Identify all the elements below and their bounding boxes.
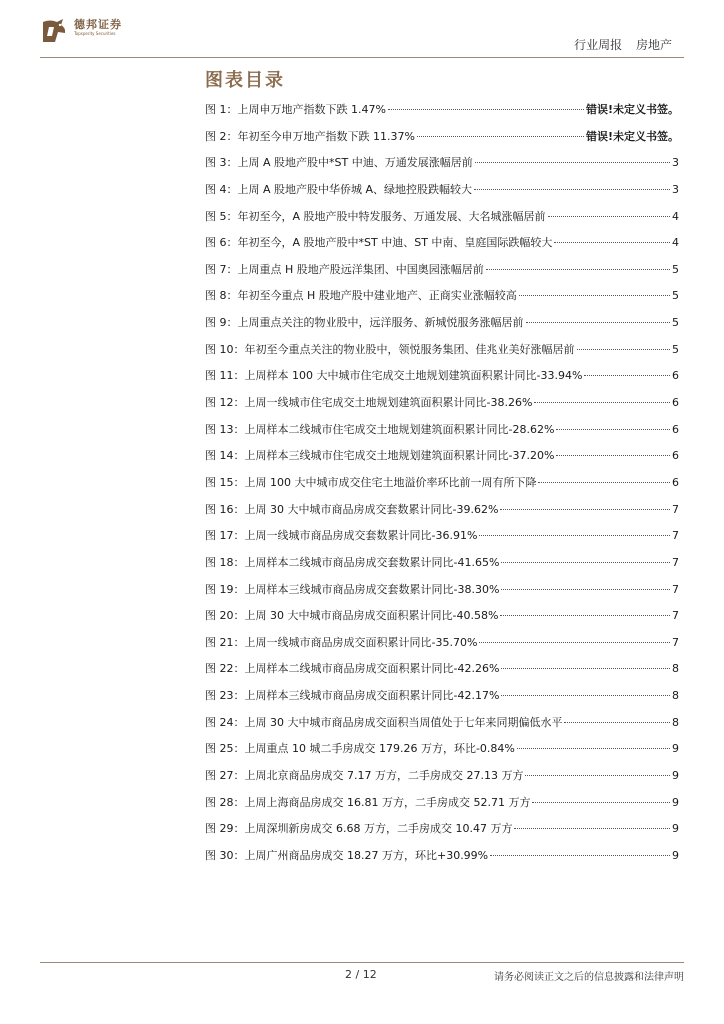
toc-entry-page: 7 xyxy=(672,635,679,649)
toc-entry-page: 4 xyxy=(672,236,679,250)
toc-entry-label: 图 21：上周一线城市商品房成交面积累计同比-35.70% xyxy=(205,635,478,649)
toc-leader-dots xyxy=(556,429,670,430)
toc-entry-page: 9 xyxy=(672,795,679,809)
toc-entry-page: 错误!未定义书签。 xyxy=(585,103,679,116)
toc-leader-dots xyxy=(500,509,670,510)
toc-leader-dots xyxy=(501,589,670,590)
toc-entry[interactable] xyxy=(205,636,679,663)
toc-entry[interactable] xyxy=(205,236,679,263)
toc-title: 图表目录 xyxy=(205,70,285,91)
toc-entry-page: 6 xyxy=(672,449,679,463)
toc-leader-dots xyxy=(525,775,670,776)
toc-leader-dots xyxy=(564,722,670,723)
toc-entry[interactable] xyxy=(205,343,679,370)
toc-entry-page: 9 xyxy=(672,822,679,836)
toc-leader-dots xyxy=(519,295,670,296)
toc-leader-dots xyxy=(479,535,670,536)
toc-entry[interactable] xyxy=(205,742,679,769)
toc-entry[interactable] xyxy=(205,716,679,743)
report-sector: 房地产 xyxy=(635,38,672,52)
toc-entry[interactable] xyxy=(205,609,679,636)
toc-entry-label: 图 27：上周北京商品房成交 7.17 万方，二手房成交 27.13 万方 xyxy=(205,769,524,783)
toc-entry-label: 图 30：上周广州商品房成交 18.27 万方，环比+30.99% xyxy=(205,848,489,862)
toc-entry-page: 9 xyxy=(672,769,679,783)
report-meta xyxy=(574,36,672,53)
toc-leader-dots xyxy=(526,322,671,323)
toc-entry[interactable] xyxy=(205,849,679,876)
toc-leader-dots xyxy=(538,482,670,483)
toc-entry-label: 图 13：上周样本二线城市住宅成交土地规划建筑面积累计同比-28.62% xyxy=(205,422,555,436)
toc-entry[interactable] xyxy=(205,396,679,423)
brand-logo-icon xyxy=(40,16,70,46)
toc-entry[interactable] xyxy=(205,822,679,849)
toc-leader-dots xyxy=(554,242,670,243)
toc-entry-page: 6 xyxy=(672,396,679,410)
toc-leader-dots xyxy=(500,615,670,616)
toc-leader-dots xyxy=(501,695,670,696)
footer-divider xyxy=(40,962,684,963)
toc-entry[interactable] xyxy=(205,689,679,716)
toc-entry-label: 图 4：上周 A 股地产股中华侨城 A、绿地控股跌幅较大 xyxy=(205,182,473,196)
toc-entry-page: 7 xyxy=(672,502,679,516)
toc-leader-dots xyxy=(534,402,670,403)
toc-entry[interactable] xyxy=(205,156,679,183)
toc-entry-label: 图 25：上周重点 10 城二手房成交 179.26 万方，环比-0.84% xyxy=(205,742,515,756)
toc-entry-label: 图 18：上周样本二线城市商品房成交套数累计同比-41.65% xyxy=(205,555,500,569)
toc-entry-label: 图 17：上周一线城市商品房成交套数累计同比-36.91% xyxy=(205,529,478,543)
toc-leader-dots xyxy=(532,802,670,803)
toc-entry-page: 8 xyxy=(672,662,679,676)
toc-entry-page: 6 xyxy=(672,422,679,436)
toc-entry[interactable] xyxy=(205,529,679,556)
page-number: 2 / 12 xyxy=(345,968,377,981)
toc-entry-label: 图 24：上周 30 大中城市商品房成交面积当周值处于七年来同期偏低水平 xyxy=(205,715,563,729)
toc-entry-page: 5 xyxy=(672,342,679,356)
toc-leader-dots xyxy=(584,375,670,376)
toc-leader-dots xyxy=(514,828,670,829)
toc-entry-page: 错误!未定义书签。 xyxy=(585,129,679,143)
toc-entry[interactable] xyxy=(205,183,679,210)
toc-entry-label: 图 28：上周上海商品房成交 16.81 万方，二手房成交 52.71 万方 xyxy=(205,795,531,809)
toc-entry-label: 图 7：上周重点 H 股地产股远洋集团、中国奥园涨幅居前 xyxy=(205,262,484,276)
toc-entry-label: 图 1：上周申万地产指数下跌 1.47% xyxy=(205,103,386,116)
toc-leader-dots xyxy=(517,748,670,749)
toc-entry[interactable] xyxy=(205,210,679,237)
toc-leader-dots xyxy=(474,189,670,190)
toc-entry-label: 图 9：上周重点关注的物业股中，远洋服务、新城悦服务涨幅居前 xyxy=(205,316,524,330)
toc-entry-label: 图 22：上周样本二线城市商品房成交面积累计同比-42.26% xyxy=(205,662,500,676)
toc-entry[interactable] xyxy=(205,476,679,503)
toc-leader-dots xyxy=(475,162,670,163)
toc-entry-page: 6 xyxy=(672,475,679,489)
toc-entry-label: 图 10：年初至今重点关注的物业股中，领悦服务集团、佳兆业美好涨幅居前 xyxy=(205,342,575,356)
toc-entry-page: 7 xyxy=(672,609,679,623)
toc-leader-dots xyxy=(556,455,670,456)
toc-entry-page: 5 xyxy=(672,262,679,276)
toc-entry-label: 图 2：年初至今申万地产指数下跌 11.37% xyxy=(205,129,415,143)
toc-entry-label: 图 5：年初至今，A 股地产股中特发服务、万通发展、大名城涨幅居前 xyxy=(205,209,546,223)
toc-entry-label: 图 8：年初至今重点 H 股地产股中建业地产、正商实业涨幅较高 xyxy=(205,289,517,303)
toc-entry-page: 8 xyxy=(672,715,679,729)
toc-entry[interactable] xyxy=(205,503,679,530)
toc-leader-dots xyxy=(388,109,584,110)
toc-entry-page: 4 xyxy=(672,209,679,223)
toc-entry[interactable] xyxy=(205,289,679,316)
toc-leader-dots xyxy=(501,562,670,563)
toc-entry[interactable] xyxy=(205,769,679,796)
toc-entry-page: 3 xyxy=(672,156,679,170)
toc-entry-label: 图 3：上周 A 股地产股中*ST 中迪、万通发展涨幅居前 xyxy=(205,156,473,170)
toc-entry[interactable] xyxy=(205,449,679,476)
toc-entry-label: 图 12：上周一线城市住宅成交土地规划建筑面积累计同比-38.26% xyxy=(205,396,533,410)
toc-leader-dots xyxy=(417,136,584,137)
toc-entry[interactable] xyxy=(205,796,679,823)
toc-entry-page: 8 xyxy=(672,689,679,703)
toc-entry-label: 图 16：上周 30 大中城市商品房成交套数累计同比-39.62% xyxy=(205,502,499,516)
toc-entry-label: 图 29：上周深圳新房成交 6.68 万方，二手房成交 10.47 万方 xyxy=(205,822,513,836)
toc-entry[interactable] xyxy=(205,263,679,290)
toc-entry[interactable] xyxy=(205,556,679,583)
toc-leader-dots xyxy=(548,216,670,217)
toc-list xyxy=(205,103,679,876)
toc-entry-page: 9 xyxy=(672,742,679,756)
toc-entry[interactable] xyxy=(205,103,679,130)
disclaimer: 请务必阅读正文之后的信息披露和法律声明 xyxy=(494,972,684,983)
toc-entry-page: 9 xyxy=(672,848,679,862)
toc-entry-page: 7 xyxy=(672,529,679,543)
toc-entry-label: 图 15：上周 100 大中城市成交住宅土地溢价率环比前一周有所下降 xyxy=(205,475,537,489)
brand-name-en: Topsperity Securities xyxy=(74,31,116,36)
toc-entry-label: 图 11：上周样本 100 大中城市住宅成交土地规划建筑面积累计同比-33.94% xyxy=(205,369,583,383)
toc-entry-page: 5 xyxy=(672,289,679,303)
toc-entry-label: 图 20：上周 30 大中城市商品房成交面积累计同比-40.58% xyxy=(205,609,499,623)
toc-entry[interactable] xyxy=(205,662,679,689)
toc-entry[interactable] xyxy=(205,316,679,343)
toc-entry-page: 3 xyxy=(672,182,679,196)
toc-entry-page: 5 xyxy=(672,316,679,330)
toc-entry-page: 7 xyxy=(672,555,679,569)
toc-entry-page: 7 xyxy=(672,582,679,596)
toc-entry[interactable] xyxy=(205,369,679,396)
toc-leader-dots xyxy=(486,269,670,270)
header-divider xyxy=(40,57,684,58)
toc-entry-label: 图 6：年初至今，A 股地产股中*ST 中迪、ST 中南、皇庭国际跌幅较大 xyxy=(205,236,553,250)
toc-leader-dots xyxy=(479,642,670,643)
toc-leader-dots xyxy=(490,855,670,856)
toc-entry-page: 6 xyxy=(672,369,679,383)
brand-name: 德邦证券 xyxy=(74,18,122,31)
report-type: 行业周报 xyxy=(574,38,623,52)
toc-entry-label: 图 19：上周样本三线城市商品房成交套数累计同比-38.30% xyxy=(205,582,500,596)
toc-entry-label: 图 23：上周样本三线城市商品房成交面积累计同比-42.17% xyxy=(205,689,500,703)
toc-leader-dots xyxy=(577,349,671,350)
toc-entry[interactable] xyxy=(205,130,679,157)
toc-entry-label: 图 14：上周样本三线城市住宅成交土地规划建筑面积累计同比-37.20% xyxy=(205,449,555,463)
toc-leader-dots xyxy=(501,668,670,669)
toc-entry[interactable] xyxy=(205,583,679,610)
page-header xyxy=(0,0,724,60)
toc-entry[interactable] xyxy=(205,423,679,450)
brand-logo xyxy=(40,16,122,46)
